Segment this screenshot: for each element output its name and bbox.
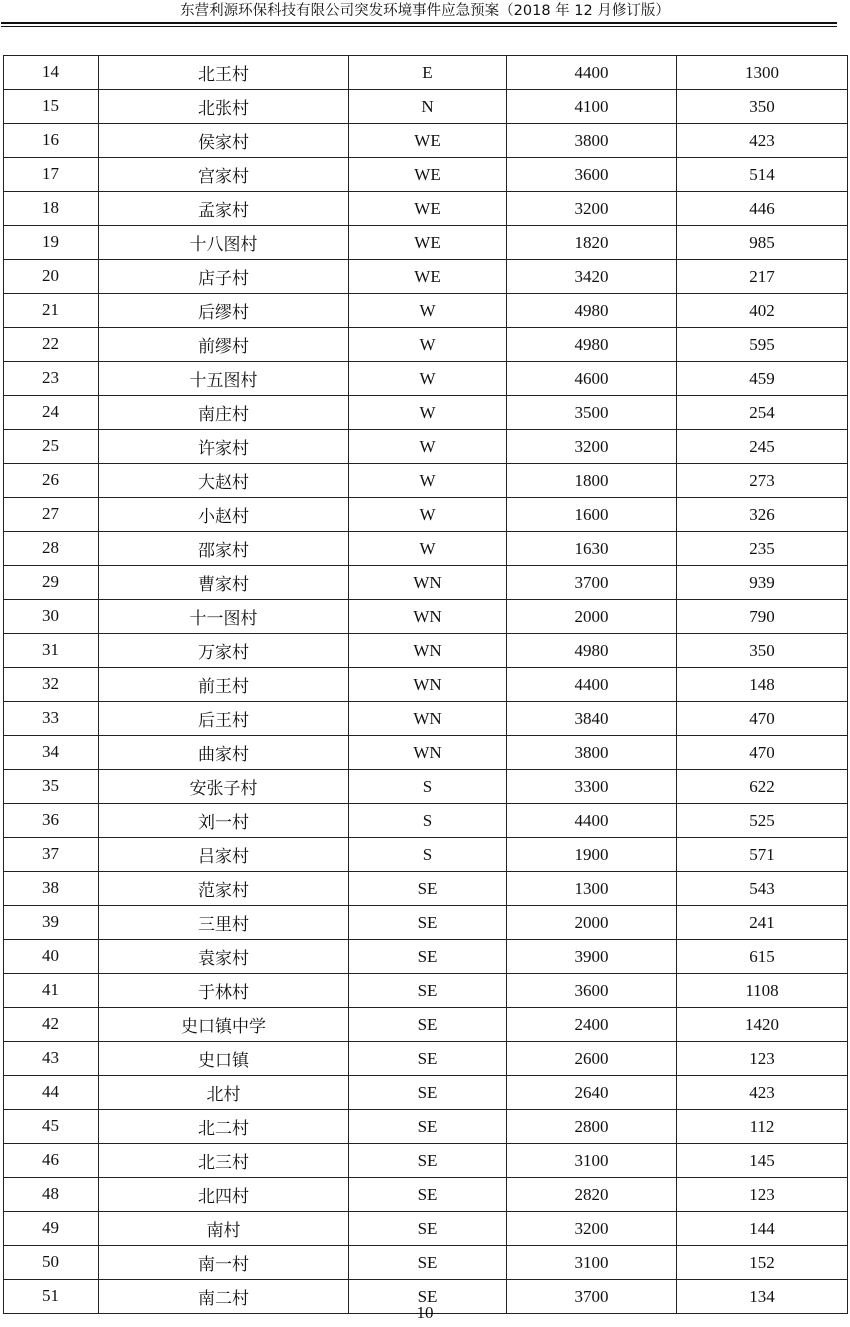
table-row [4,668,848,702]
direction-cell: W [349,328,507,362]
village-name-cell: 刘一村 [99,804,349,838]
table-row [4,396,848,430]
table-row [4,1212,848,1246]
village-name-cell: 前王村 [99,668,349,702]
row-index-cell: 20 [4,260,99,294]
village-name-cell: 安张子村 [99,770,349,804]
row-index-cell: 19 [4,226,99,260]
population-cell: 144 [677,1212,848,1246]
distance-cell: 2000 [507,600,677,634]
table-row [4,464,848,498]
distance-cell: 3200 [507,192,677,226]
village-name-cell: 邵家村 [99,532,349,566]
distance-cell: 4600 [507,362,677,396]
distance-cell: 2600 [507,1042,677,1076]
direction-cell: SE [349,940,507,974]
table-row [4,124,848,158]
population-cell: 939 [677,566,848,600]
direction-cell: SE [349,1178,507,1212]
row-index-cell: 43 [4,1042,99,1076]
village-name-cell: 曹家村 [99,566,349,600]
population-cell: 254 [677,396,848,430]
population-cell: 273 [677,464,848,498]
table-row [4,702,848,736]
table-row [4,1008,848,1042]
population-cell: 543 [677,872,848,906]
village-name-cell: 后缪村 [99,294,349,328]
population-cell: 423 [677,124,848,158]
row-index-cell: 23 [4,362,99,396]
table-row [4,294,848,328]
population-cell: 112 [677,1110,848,1144]
direction-cell: WN [349,600,507,634]
distance-cell: 2820 [507,1178,677,1212]
distance-cell: 4100 [507,90,677,124]
table-row [4,1076,848,1110]
village-name-cell: 孟家村 [99,192,349,226]
distance-cell: 1800 [507,464,677,498]
distance-cell: 4980 [507,634,677,668]
table-row [4,430,848,464]
table-row [4,362,848,396]
table-row [4,600,848,634]
row-index-cell: 35 [4,770,99,804]
distance-cell: 3800 [507,124,677,158]
row-index-cell: 45 [4,1110,99,1144]
village-name-cell: 于林村 [99,974,349,1008]
direction-cell: SE [349,1144,507,1178]
village-name-cell: 北四村 [99,1178,349,1212]
distance-cell: 3700 [507,1280,677,1314]
village-name-cell: 北村 [99,1076,349,1110]
distance-cell: 1630 [507,532,677,566]
direction-cell: E [349,56,507,90]
direction-cell: WE [349,192,507,226]
direction-cell: WN [349,566,507,600]
village-name-cell: 十一图村 [99,600,349,634]
distance-cell: 3600 [507,974,677,1008]
population-cell: 459 [677,362,848,396]
distance-cell: 1600 [507,498,677,532]
village-name-cell: 史口镇 [99,1042,349,1076]
distance-cell: 3500 [507,396,677,430]
population-cell: 217 [677,260,848,294]
table-row [4,158,848,192]
village-name-cell: 吕家村 [99,838,349,872]
direction-cell: W [349,498,507,532]
direction-cell: S [349,804,507,838]
direction-cell: WN [349,668,507,702]
direction-cell: SE [349,872,507,906]
table-row [4,872,848,906]
village-name-cell: 北王村 [99,56,349,90]
row-index-cell: 30 [4,600,99,634]
population-cell: 615 [677,940,848,974]
village-name-cell: 南庄村 [99,396,349,430]
row-index-cell: 34 [4,736,99,770]
direction-cell: WN [349,634,507,668]
village-name-cell: 范家村 [99,872,349,906]
direction-cell: W [349,294,507,328]
table-row [4,770,848,804]
village-table [3,55,848,1314]
village-name-cell: 店子村 [99,260,349,294]
direction-cell: N [349,90,507,124]
row-index-cell: 27 [4,498,99,532]
population-cell: 326 [677,498,848,532]
row-index-cell: 31 [4,634,99,668]
direction-cell: SE [349,974,507,1008]
row-index-cell: 25 [4,430,99,464]
table-row [4,838,848,872]
row-index-cell: 21 [4,294,99,328]
row-index-cell: 32 [4,668,99,702]
village-name-cell: 南二村 [99,1280,349,1314]
village-name-cell: 小赵村 [99,498,349,532]
row-index-cell: 16 [4,124,99,158]
village-name-cell: 侯家村 [99,124,349,158]
village-name-cell: 十五图村 [99,362,349,396]
table-body [4,56,848,1314]
population-cell: 402 [677,294,848,328]
table-row [4,804,848,838]
village-name-cell: 三里村 [99,906,349,940]
row-index-cell: 36 [4,804,99,838]
row-index-cell: 24 [4,396,99,430]
population-cell: 245 [677,430,848,464]
village-name-cell: 大赵村 [99,464,349,498]
table-row [4,328,848,362]
population-cell: 790 [677,600,848,634]
direction-cell: SE [349,1280,507,1314]
direction-cell: W [349,464,507,498]
direction-cell: SE [349,1008,507,1042]
table-row [4,1144,848,1178]
population-cell: 571 [677,838,848,872]
village-name-cell: 十八图村 [99,226,349,260]
direction-cell: SE [349,1110,507,1144]
table-row [4,90,848,124]
distance-cell: 3700 [507,566,677,600]
row-index-cell: 38 [4,872,99,906]
population-cell: 525 [677,804,848,838]
distance-cell: 2800 [507,1110,677,1144]
table-row [4,226,848,260]
direction-cell: WE [349,260,507,294]
row-index-cell: 42 [4,1008,99,1042]
direction-cell: WE [349,226,507,260]
row-index-cell: 28 [4,532,99,566]
table-row [4,56,848,90]
direction-cell: W [349,396,507,430]
row-index-cell: 26 [4,464,99,498]
population-cell: 235 [677,532,848,566]
village-name-cell: 北三村 [99,1144,349,1178]
village-name-cell: 北二村 [99,1110,349,1144]
distance-cell: 3600 [507,158,677,192]
direction-cell: WN [349,736,507,770]
table-row [4,260,848,294]
table-row [4,906,848,940]
population-cell: 350 [677,634,848,668]
header-rule-thin [1,26,837,27]
village-name-cell: 南村 [99,1212,349,1246]
direction-cell: WN [349,702,507,736]
village-name-cell: 袁家村 [99,940,349,974]
table-row [4,1110,848,1144]
row-index-cell: 18 [4,192,99,226]
row-index-cell: 48 [4,1178,99,1212]
table-row [4,634,848,668]
direction-cell: W [349,430,507,464]
table-row [4,736,848,770]
population-cell: 1300 [677,56,848,90]
direction-cell: SE [349,906,507,940]
table-row [4,532,848,566]
direction-cell: S [349,838,507,872]
table-row [4,1246,848,1280]
row-index-cell: 44 [4,1076,99,1110]
village-name-cell: 后王村 [99,702,349,736]
direction-cell: SE [349,1246,507,1280]
village-name-cell: 史口镇中学 [99,1008,349,1042]
village-name-cell: 宫家村 [99,158,349,192]
population-cell: 470 [677,702,848,736]
population-cell: 148 [677,668,848,702]
table-row [4,566,848,600]
population-cell: 123 [677,1042,848,1076]
population-cell: 241 [677,906,848,940]
distance-cell: 2000 [507,906,677,940]
village-name-cell: 许家村 [99,430,349,464]
distance-cell: 3900 [507,940,677,974]
population-cell: 514 [677,158,848,192]
distance-cell: 3840 [507,702,677,736]
row-index-cell: 41 [4,974,99,1008]
village-name-cell: 曲家村 [99,736,349,770]
row-index-cell: 22 [4,328,99,362]
population-cell: 622 [677,770,848,804]
row-index-cell: 14 [4,56,99,90]
table-row [4,192,848,226]
distance-cell: 1900 [507,838,677,872]
distance-cell: 3200 [507,430,677,464]
population-cell: 123 [677,1178,848,1212]
population-cell: 595 [677,328,848,362]
distance-cell: 4400 [507,804,677,838]
row-index-cell: 49 [4,1212,99,1246]
row-index-cell: 17 [4,158,99,192]
direction-cell: S [349,770,507,804]
row-index-cell: 39 [4,906,99,940]
village-name-cell: 万家村 [99,634,349,668]
village-name-cell: 南一村 [99,1246,349,1280]
population-cell: 1108 [677,974,848,1008]
direction-cell: WE [349,124,507,158]
population-cell: 985 [677,226,848,260]
row-index-cell: 15 [4,90,99,124]
distance-cell: 3300 [507,770,677,804]
row-index-cell: 37 [4,838,99,872]
direction-cell: W [349,532,507,566]
distance-cell: 1820 [507,226,677,260]
row-index-cell: 33 [4,702,99,736]
distance-cell: 3100 [507,1246,677,1280]
table-row [4,1178,848,1212]
distance-cell: 3800 [507,736,677,770]
village-name-cell: 前缪村 [99,328,349,362]
row-index-cell: 29 [4,566,99,600]
table-row [4,940,848,974]
distance-cell: 4980 [507,294,677,328]
population-cell: 423 [677,1076,848,1110]
direction-cell: W [349,362,507,396]
distance-cell: 3100 [507,1144,677,1178]
village-name-cell: 北张村 [99,90,349,124]
row-index-cell: 46 [4,1144,99,1178]
table-row [4,498,848,532]
direction-cell: SE [349,1042,507,1076]
page-number: 10 [416,1303,434,1322]
distance-cell: 4400 [507,668,677,702]
distance-cell: 3200 [507,1212,677,1246]
document-header: 东营利源环保科技有限公司突发环境事件应急预案（2018 年 12 月修订版） [180,3,670,19]
direction-cell: SE [349,1212,507,1246]
distance-cell: 2400 [507,1008,677,1042]
distance-cell: 4980 [507,328,677,362]
distance-cell: 2640 [507,1076,677,1110]
population-cell: 1420 [677,1008,848,1042]
direction-cell: WE [349,158,507,192]
distance-cell: 4400 [507,56,677,90]
population-cell: 152 [677,1246,848,1280]
population-cell: 145 [677,1144,848,1178]
row-index-cell: 51 [4,1280,99,1314]
table-row [4,974,848,1008]
distance-cell: 1300 [507,872,677,906]
distance-cell: 3420 [507,260,677,294]
row-index-cell: 50 [4,1246,99,1280]
row-index-cell: 40 [4,940,99,974]
table-row [4,1042,848,1076]
direction-cell: SE [349,1076,507,1110]
population-cell: 446 [677,192,848,226]
header-rule-thick [1,22,837,24]
population-cell: 134 [677,1280,848,1314]
population-cell: 470 [677,736,848,770]
population-cell: 350 [677,90,848,124]
